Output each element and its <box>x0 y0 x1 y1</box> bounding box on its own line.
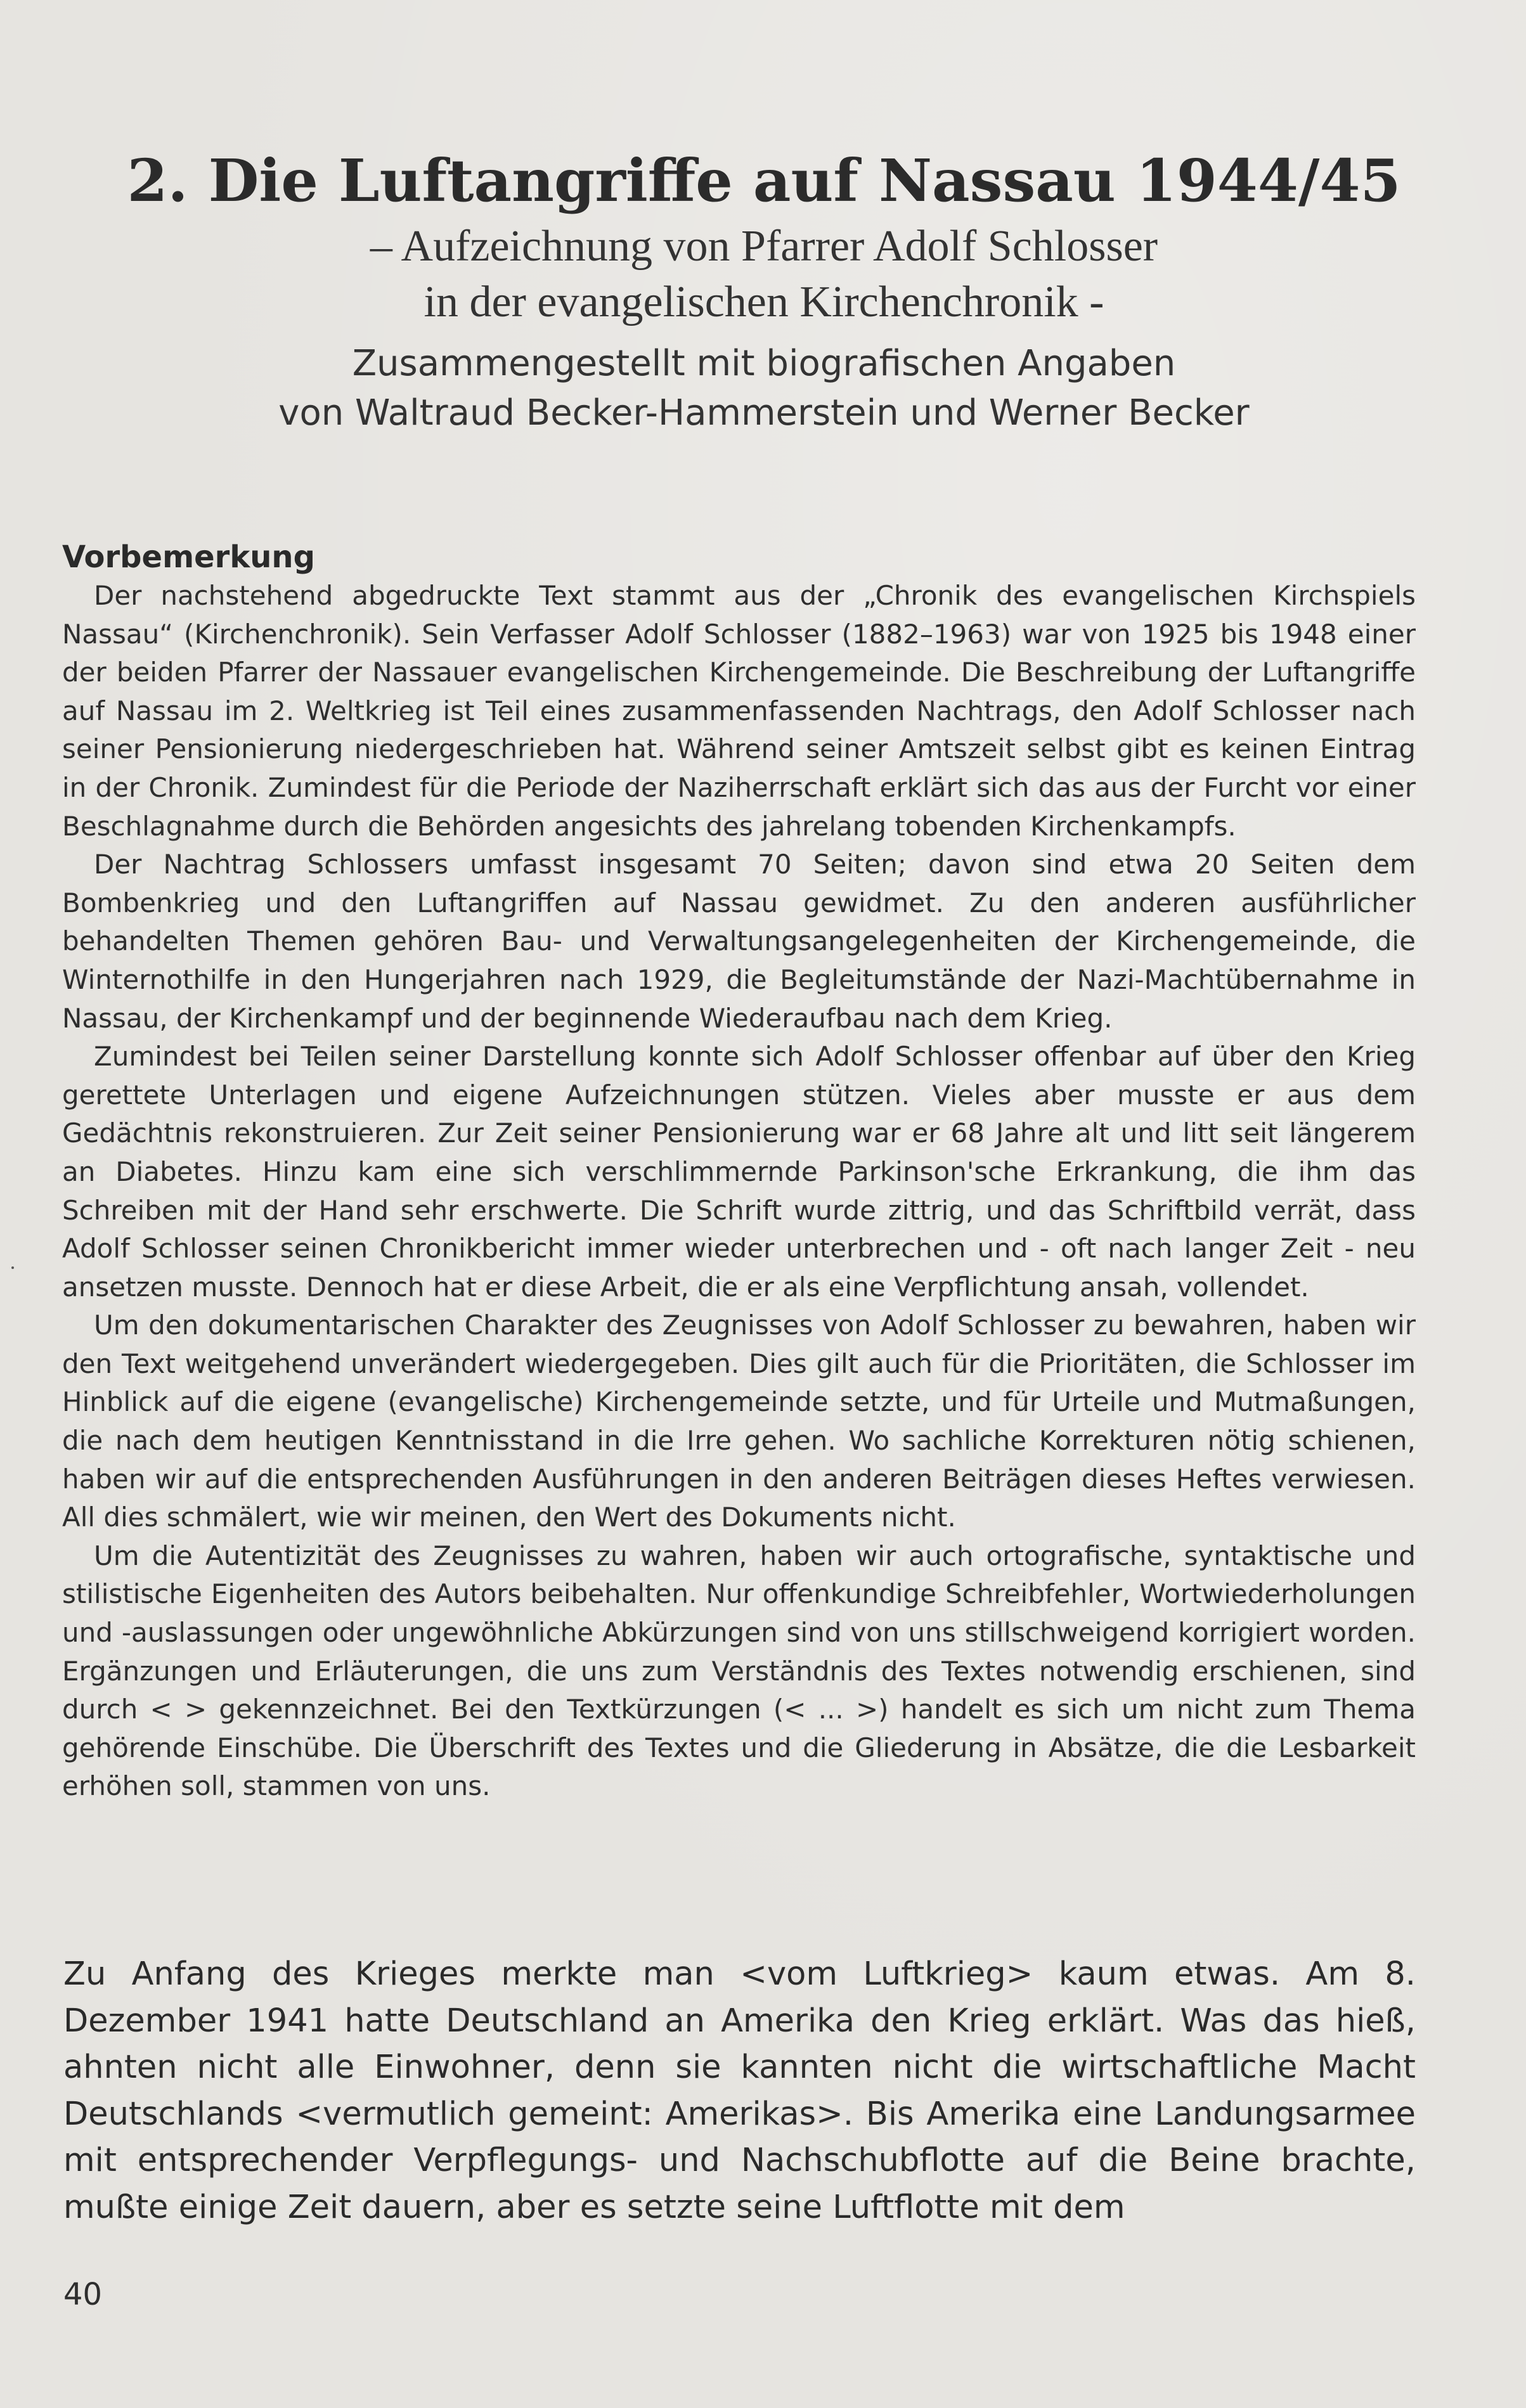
preface-paragraph: Der Nachtrag Schlossers umfasst insgesamt 70 Seiten; davon sind etwa 20 Seiten dem Bombenkrieg und den Luftangriffen auf Nassau gewidmet. Zu den anderen ausführlicher behandelten Themen gehören Bau- und Verwaltungsangelegenheiten der Kirchengemeinde, die Winternothilfe in den Hungerjahren nach 1929, die Begleitumstände der Nazi-Machtübernahme in Nassau, der Kirchenkampf und der beginnende Wiederaufbau nach dem Krieg. <box>62 849 1416 1034</box>
compiled-by-line-2: von Waltraud Becker-Hammerstein und Werner Becker <box>278 392 1250 434</box>
compiled-by-line-1: Zusammengestellt mit biografischen Angaben <box>352 343 1176 384</box>
preface-paragraph: Zumindest bei Teilen seiner Darstellung konnte sich Adolf Schlosser offenbar auf über den Krieg gerettete Unterlagen und eigene Aufzeichnungen stützen. Vieles aber musste er aus dem Gedächtnis rekonstruieren. Zur Zeit seiner Pensionierung war er 68 Jahre alt und litt seit längerem an Diabetes. Hinzu kam eine sich verschlimmernde Parkinson'sche Erkrankung, die ihm das Schreiben mit der Hand sehr erschwerte. Die Schrift wurde zittrig, und das Schriftbild verrät, dass Adolf Schlosser seinen Chronikbericht immer wieder unterbrechen und - oft nach langer Zeit - neu ansetzen musste. Dennoch hat er diese Arbeit, die er als eine Verpflichtung ansah, vollendet. <box>62 1041 1416 1303</box>
article-title: 2. Die Luftangriffe auf Nassau 1944/45 <box>127 146 1401 215</box>
page-number: 40 <box>63 2277 103 2312</box>
paper-speck <box>11 1266 14 1269</box>
preface-paragraph: Um die Autentizität des Zeugnisses zu wahren, haben wir auch ortografische, syntaktische und stilistische Eigenheiten des Autors beibehalten. Nur offenkundige Schreibfehler, Wortwiederholungen und -auslassungen oder ungewöhnliche Abkürzungen sind von uns stillschweigend korrigiert worden. Ergänzungen und Erläuterungen, die uns zum Verständnis des Textes notwendig erschienen, sind durch < > gekennzeichnet. Bei den Textkürzungen (< ... >) handelt es sich um nicht zum Thema gehörende Einschübe. Die Überschrift des Textes und die Gliederung in Absätze, die die Lesbarkeit erhöhen soll, stammen von uns. <box>62 1540 1416 1802</box>
preface-paragraph: Der nachstehend abgedruckte Text stammt aus der „Chronik des evangelischen Kirchspiels Nassau“ (Kirchenchronik). Sein Verfasser Adolf Schlosser (1882–1963) war von 1925 bis 1948 einer der beiden Pfarrer der Nassauer evangelischen Kirchengemeinde. Die Beschreibung der Luftangriffe auf Nassau im 2. Weltkrieg ist Teil eines zusammenfassenden Nachtrags, den Adolf Schlosser nach seiner Pensionierung niedergeschrieben hat. Während seiner Amtszeit selbst gibt es keinen Eintrag in der Chronik. Zumindest für die Periode der Naziherrschaft erklärt sich das aus der Furcht vor einer Beschlagnahme durch die Behörden angesichts des jahrelang tobenden Kirchenkampfs. <box>62 580 1416 842</box>
preface-heading: Vorbemerkung <box>62 539 315 575</box>
preface-paragraph: Um den dokumentarischen Charakter des Zeugnisses von Adolf Schlosser zu bewahren, haben wir den Text weitgehend unverändert wiedergegeben. Dies gilt auch für die Prioritäten, die Schlosser im Hinblick auf die eigene (evangelische) Kirchengemeinde setzte, und für Urteile und Mutmaßungen, die nach dem heutigen Kenntnisstand in die Irre gehen. Wo sachliche Korrekturen nötig schienen, haben wir auf die entsprechenden Ausführungen in den anderen Beiträgen dieses Heftes verwiesen. All dies schmälert, wie wir meinen, den Wert des Dokuments nicht. <box>62 1310 1416 1533</box>
main-text-paragraph: Zu Anfang des Krieges merkte man <vom Luftkrieg> kaum etwas. Am 8. Dezember 1941 hatte Deutschland an Amerika den Krieg erklärt. Was das hieß, ahnten nicht alle Einwohner, denn sie kannten nicht die wirtschaftliche Macht Deutschlands <vermutlich gemeint: Amerikas>. Bis Amerika eine Landungsarmee mit entsprechender Verpflegungs- und Nachschubflotte auf die Beine brachte, mußte einige Zeit dauern, aber es setzte seine Luftflotte mit dem <box>63 1955 1416 2226</box>
article-subtitle-line-2: in der evangelischen Kirchenchronik - <box>424 278 1104 326</box>
preface-section <box>62 538 1416 1806</box>
article-subtitle-line-1: – Aufzeichnung von Pfarrer Adolf Schlosser <box>370 222 1158 271</box>
title-block <box>63 143 1465 438</box>
